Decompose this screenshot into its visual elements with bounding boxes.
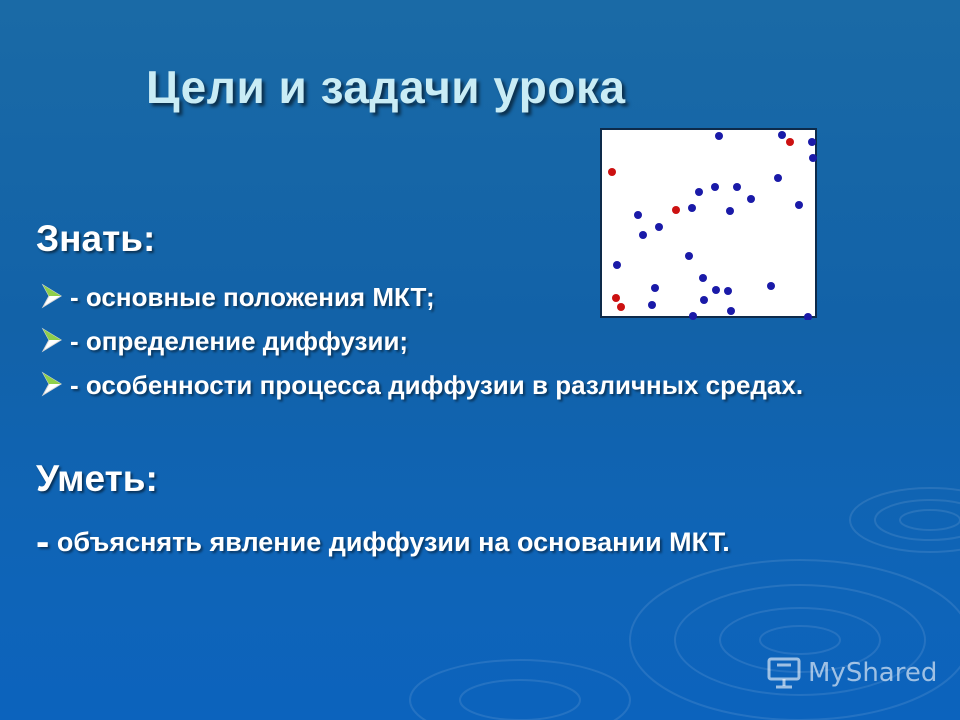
particle-dot	[639, 231, 647, 239]
bullet-text: - определение диффузии;	[70, 326, 409, 356]
particle-dot	[634, 211, 642, 219]
particle-dot	[786, 138, 794, 146]
particle-dot	[774, 174, 782, 182]
particle-dot	[726, 207, 734, 215]
bullet-item	[40, 279, 860, 316]
particle-dot	[733, 183, 741, 191]
watermark	[766, 656, 937, 690]
arrow-bullet-icon	[40, 370, 64, 398]
particle-dot	[747, 195, 755, 203]
able-dash: -	[36, 520, 50, 564]
able-heading: Уметь:	[36, 458, 158, 499]
know-heading: Знать:	[36, 218, 156, 259]
arrow-bullet-icon	[40, 282, 64, 310]
particle-dot	[795, 201, 803, 209]
slide-title: Цели и задачи урока	[146, 61, 626, 113]
particle-dot	[655, 223, 663, 231]
particle-dot	[688, 204, 696, 212]
able-text: объяснять явление диффузии на основании МКТ.	[49, 527, 730, 557]
bullet-text: - основные положения МКТ;	[70, 282, 435, 312]
particle-dot	[672, 206, 680, 214]
bullet-item	[40, 323, 860, 360]
bullet-text: - особенности процесса диффузии в различных средах.	[70, 370, 804, 400]
arrow-bullet-icon	[40, 326, 64, 354]
particle-dot	[778, 131, 786, 139]
presentation-screen-icon	[766, 656, 802, 690]
particle-dot	[711, 183, 719, 191]
bullet-item	[40, 367, 870, 404]
particle-dot	[685, 252, 693, 260]
particle-dot	[715, 132, 723, 140]
particle-dot	[809, 154, 817, 162]
watermark-text: MyShared	[808, 658, 938, 688]
particle-dot	[613, 261, 621, 269]
particle-dot	[808, 138, 816, 146]
particle-dot	[608, 168, 616, 176]
particle-dot	[695, 188, 703, 196]
able-item	[36, 520, 730, 565]
